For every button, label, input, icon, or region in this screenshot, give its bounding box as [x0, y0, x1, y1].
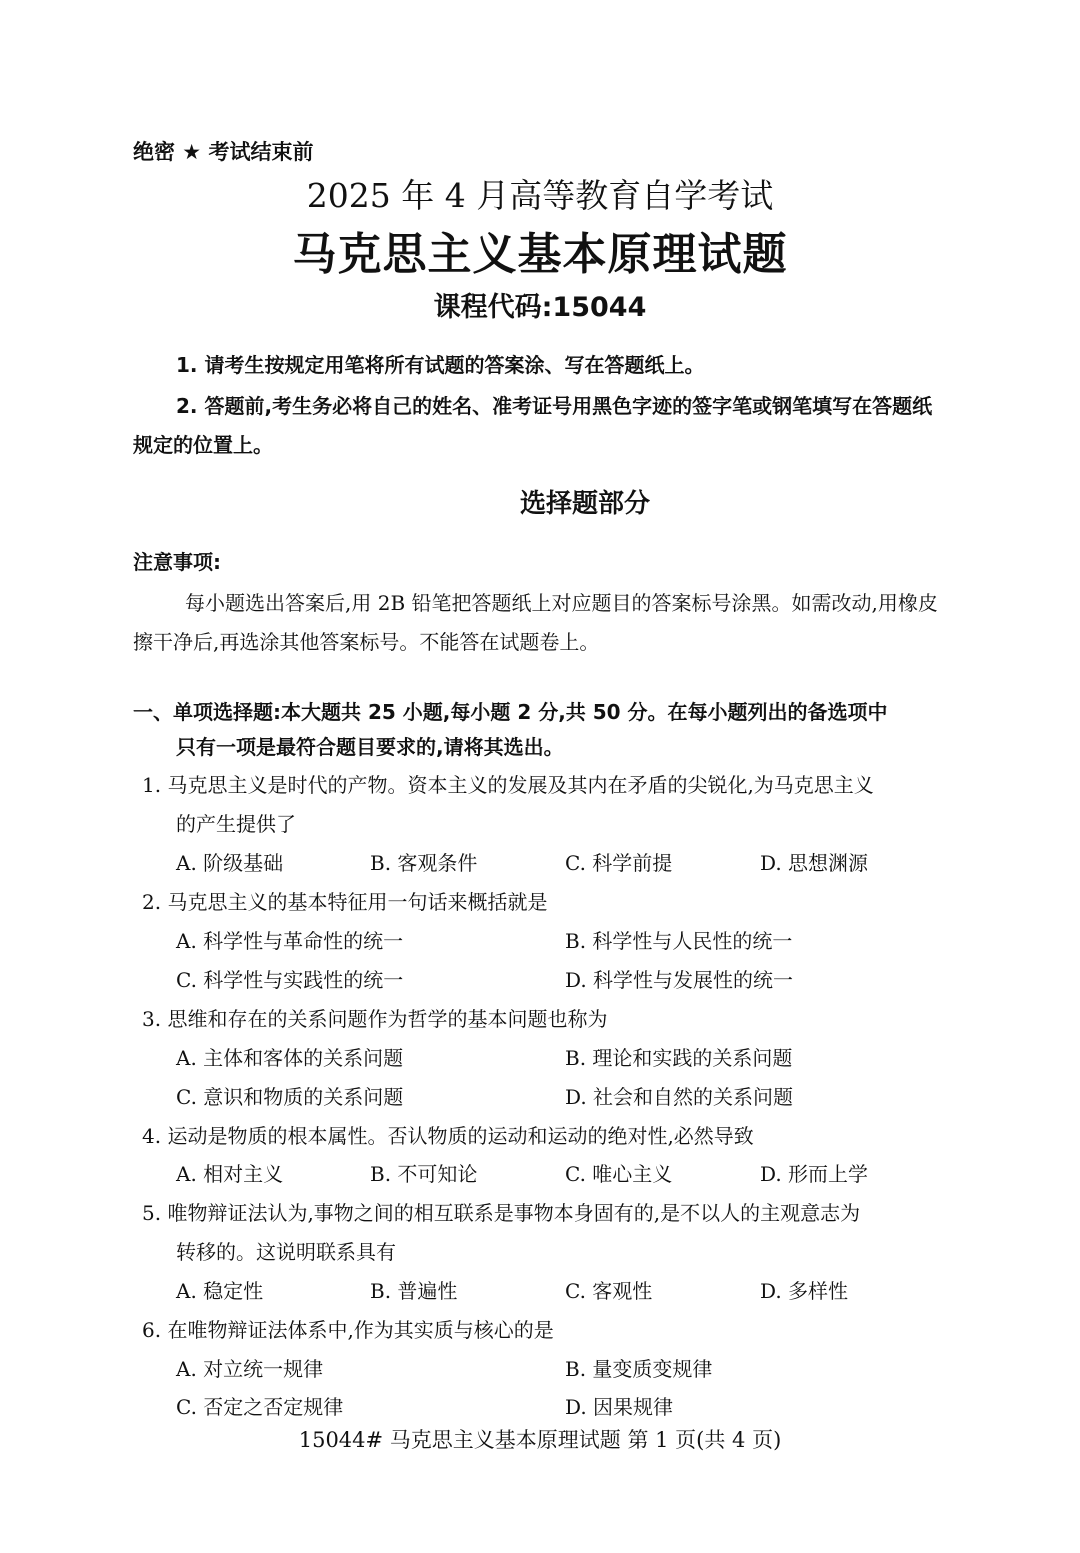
- page-footer: 15044# 马克思主义基本原理试题 第 1 页(共 4 页): [298, 1428, 782, 1452]
- instruction-2: 2. 答题前,考生务必将自己的姓名、准考证号用黑色字迹的签字笔或钢笔填写在答题纸: [176, 394, 933, 418]
- question-1-option-a[interactable]: A. 阶级基础: [176, 851, 284, 875]
- exam-title: 2025 年 4 月高等教育自学考试: [306, 176, 774, 215]
- question-4-option-c[interactable]: C. 唯心主义: [565, 1162, 673, 1186]
- question-1-option-b[interactable]: B. 客观条件: [370, 851, 478, 875]
- question-4-stem: 4. 运动是物质的根本属性。否认物质的运动和运动的绝对性,必然导致: [142, 1124, 754, 1148]
- question-3-option-a[interactable]: A. 主体和客体的关系问题: [176, 1046, 404, 1070]
- section-title: 选择题部分: [519, 489, 650, 519]
- question-6-stem: 6. 在唯物辩证法体系中,作为其实质与核心的是: [142, 1318, 554, 1342]
- question-5-option-a[interactable]: A. 稳定性: [176, 1279, 264, 1303]
- question-1-stem-cont: 的产生提供了: [176, 812, 296, 836]
- notice-line-2: 擦干净后,再选涂其他答案标号。不能答在试题卷上。: [133, 630, 600, 654]
- question-1-option-c[interactable]: C. 科学前提: [565, 851, 673, 875]
- question-2-option-c[interactable]: C. 科学性与实践性的统一: [176, 968, 404, 992]
- question-5-option-b[interactable]: B. 普遍性: [370, 1279, 458, 1303]
- question-3-stem: 3. 思维和存在的关系问题作为哲学的基本问题也称为: [142, 1007, 608, 1031]
- question-6-option-a[interactable]: A. 对立统一规律: [176, 1357, 324, 1381]
- part-one-heading: 一、单项选择题:本大题共 25 小题,每小题 2 分,共 50 分。在每小题列出的备选项中: [133, 700, 888, 724]
- question-1-stem: 1. 马克思主义是时代的产物。资本主义的发展及其内在矛盾的尖锐化,为马克思主义: [142, 773, 874, 797]
- notice-label: 注意事项:: [133, 550, 221, 574]
- subject-title: 马克思主义基本原理试题: [292, 229, 788, 280]
- question-3-option-c[interactable]: C. 意识和物质的关系问题: [176, 1085, 404, 1109]
- part-one-heading-cont: 只有一项是最符合题目要求的,请将其选出。: [176, 735, 564, 759]
- question-6-option-d[interactable]: D. 因果规律: [565, 1395, 674, 1419]
- question-2-option-d[interactable]: D. 科学性与发展性的统一: [565, 968, 794, 992]
- question-3-option-b[interactable]: B. 理论和实践的关系问题: [565, 1046, 793, 1070]
- question-5-option-c[interactable]: C. 客观性: [565, 1279, 653, 1303]
- instruction-1: 1. 请考生按规定用笔将所有试题的答案涂、写在答题纸上。: [176, 353, 705, 377]
- question-5-stem: 5. 唯物辩证法认为,事物之间的相互联系是事物本身固有的,是不以人的主观意志为: [142, 1201, 861, 1225]
- question-4-option-b[interactable]: B. 不可知论: [370, 1162, 478, 1186]
- question-2-option-a[interactable]: A. 科学性与革命性的统一: [176, 929, 404, 953]
- instruction-2-continued: 规定的位置上。: [133, 433, 273, 457]
- question-4-option-a[interactable]: A. 相对主义: [176, 1162, 284, 1186]
- question-5-option-d[interactable]: D. 多样性: [760, 1279, 849, 1303]
- question-2-option-b[interactable]: B. 科学性与人民性的统一: [565, 929, 793, 953]
- question-6-option-c[interactable]: C. 否定之否定规律: [176, 1395, 344, 1419]
- question-4-option-d[interactable]: D. 形而上学: [760, 1162, 869, 1186]
- question-1-option-d[interactable]: D. 思想渊源: [760, 851, 869, 875]
- notice-line-1: 每小题选出答案后,用 2B 铅笔把答题纸上对应题目的答案标号涂黑。如需改动,用橡皮: [185, 591, 938, 615]
- question-6-option-b[interactable]: B. 量变质变规律: [565, 1357, 713, 1381]
- question-3-option-d[interactable]: D. 社会和自然的关系问题: [565, 1085, 794, 1109]
- question-5-stem-cont: 转移的。这说明联系具有: [176, 1240, 396, 1264]
- course-code: 课程代码:15044: [433, 292, 647, 323]
- question-2-stem: 2. 马克思主义的基本特征用一句话来概括就是: [142, 890, 548, 914]
- confidential-label: 绝密 ★ 考试结束前: [133, 140, 314, 164]
